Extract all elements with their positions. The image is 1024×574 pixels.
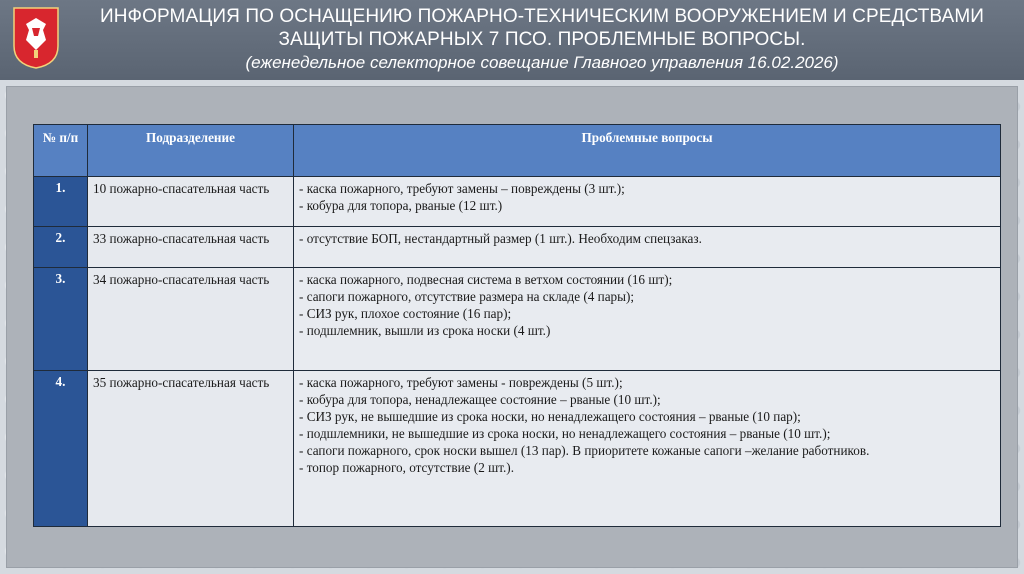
coat-of-arms-icon [12, 6, 60, 70]
row-unit: 10 пожарно-спасательная часть [88, 177, 294, 227]
row-number: 4. [34, 371, 88, 527]
title-line-1: ИНФОРМАЦИЯ ПО ОСНАЩЕНИЮ ПОЖАРНО-ТЕХНИЧЕСКИМ ВООРУЖЕНИЕМ И СРЕДСТВАМИ [99, 6, 985, 27]
row-issues [294, 177, 1001, 227]
issue-item: - сапоги пожарного, срок носки вышел (13 пар). В приоритете кожаные сапоги –желание работников. [299, 443, 870, 458]
issue-item: - сапоги пожарного, отсутствие размера на складе (4 пары); [299, 289, 635, 304]
issue-item: - кобура для топора, рваные (12 шт.) [299, 198, 503, 213]
table-row [34, 227, 1001, 268]
page-title [72, 5, 1012, 75]
row-unit: 35 пожарно-спасательная часть [88, 371, 294, 527]
title-line-2: ЗАЩИТЫ ПОЖАРНЫХ 7 ПСО. ПРОБЛЕМНЫЕ ВОПРОСЫ. [278, 29, 806, 50]
slide-header [0, 0, 1024, 80]
row-unit: 34 пожарно-спасательная часть [88, 268, 294, 371]
issue-item: - СИЗ рук, плохое состояние (16 пар); [299, 306, 512, 321]
row-issues [294, 371, 1001, 527]
title-subtitle: (еженедельное селекторное совещание Главного управления 16.02.2026) [245, 53, 839, 72]
issues-table [33, 124, 1001, 527]
table-header-row [34, 125, 1001, 177]
row-number: 3. [34, 268, 88, 371]
issue-item: - каска пожарного, требуют замены – повреждены (3 шт.); [299, 181, 625, 196]
issue-item: - топор пожарного, отсутствие (2 шт.). [299, 460, 514, 475]
row-issues [294, 227, 1001, 268]
issue-item: - подшлемник, вышли из срока носки (4 шт.) [299, 323, 551, 338]
table-row [34, 268, 1001, 371]
row-number: 1. [34, 177, 88, 227]
column-header-unit: Подразделение [88, 125, 294, 177]
issue-item: - каска пожарного, подвесная система в ветхом состоянии (16 шт); [299, 272, 673, 287]
table-row [34, 177, 1001, 227]
issue-item: - подшлемники, не вышедшие из срока носки, но ненадлежащего состояния – рваные (10 шт.); [299, 426, 831, 441]
issue-item: - каска пожарного, требуют замены - повреждены (5 шт.); [299, 375, 623, 390]
row-unit: 33 пожарно-спасательная часть [88, 227, 294, 268]
column-header-num: № п/п [34, 125, 88, 177]
issue-item: - кобура для топора, ненадлежащее состояние – рваные (10 шт.); [299, 392, 661, 407]
row-number: 2. [34, 227, 88, 268]
issue-item: - СИЗ рук, не вышедшие из срока носки, но ненадлежащего состояния – рваные (10 пар); [299, 409, 801, 424]
issue-item: - отсутствие БОП, нестандартный размер (1 шт.). Необходим спецзаказ. [299, 231, 702, 246]
row-issues [294, 268, 1001, 371]
table-row [34, 371, 1001, 527]
column-header-issues: Проблемные вопросы [294, 125, 1001, 177]
